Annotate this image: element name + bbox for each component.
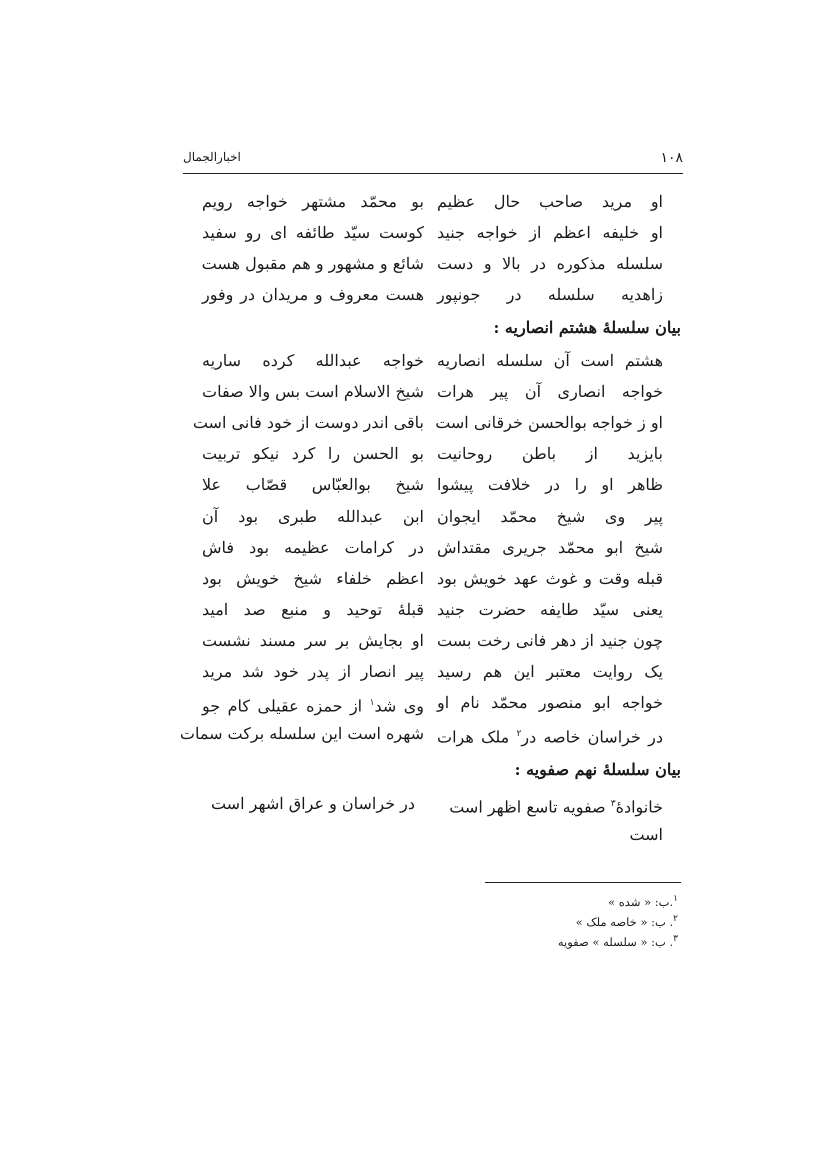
section-heading: بیان سلسلهٔ هشتم انصاریه : (493, 318, 681, 337)
footnote (576, 910, 678, 932)
footnote-rule (485, 882, 681, 883)
verse-left: اعظم خلفاء شیخ خویش بود (202, 569, 424, 588)
verse-right: او ز خواجه بوالحسن خرقانی است (435, 413, 663, 432)
verse-left: پیر انصار از پدر خود شد مرید (202, 662, 424, 681)
verse-right: خواجه ابو منصور محمّد نام او (437, 693, 663, 712)
header-rule (183, 173, 683, 174)
verse-right: هشتم است آن سلسله انصاریه (437, 351, 663, 370)
verse-right: او مرید صاحب حال عظیم (437, 192, 663, 211)
verse-right: ظاهر او را در خلافت پیشوا (437, 475, 663, 494)
verse-right: بایزید از باطن روحانیت (437, 444, 663, 463)
footnote-marker: ۳ (610, 799, 616, 809)
verse-right: او خلیفه اعظم از خواجه جنید (437, 223, 663, 242)
verse-right (437, 789, 663, 819)
verse-left: شیخ بوالعبّاس قصّاب علا (202, 475, 424, 494)
verse-left: هست معروف و مریدان در وفور (202, 285, 424, 304)
verse-text: از حمزه عقیلی کام جو (202, 696, 370, 716)
book-title: اخبارالجمال (183, 150, 241, 164)
verse-right: یک روایت معتبر این هم رسید (437, 662, 663, 681)
running-header (183, 150, 683, 172)
footnote-text: . ب: « سلسله » صفویه (557, 934, 674, 949)
verse-left: او بجایش بر سر مسند نشست (202, 631, 424, 650)
verse-right (437, 719, 663, 749)
footnote-number: ۳ (673, 934, 678, 944)
footnote-number: ۲ (673, 914, 678, 924)
verse-left: ابن عبدالله طبری بود آن (202, 507, 424, 526)
footnote-text: . ب: « خاصه ملک » (575, 914, 674, 929)
verse-left: در خراسان و عراق اشهر است (210, 794, 416, 813)
page-number: ۱۰۸ (660, 150, 683, 166)
verse-right: شیخ ابو محمّد جریری مقتداش (437, 538, 663, 557)
footnote-number: ۱ (673, 894, 678, 904)
verse-text: در خراسان خاصه در (521, 727, 663, 747)
verse-right: زاهدیه سلسله در جونپور (437, 285, 663, 304)
verse-left: بو محمّد مشتهر خواجه رویم (202, 192, 424, 211)
verse-text: ملک هرات (437, 727, 517, 747)
verse-left: شائع و مشهور و هم مقبول هست (201, 254, 424, 273)
verse-right: خواجه انصاری آن پیر هرات (437, 382, 663, 401)
verse-left: کوست سیّد طائفه ای رو سفید (202, 223, 424, 242)
verse-left: قبلهٔ توحید و منبع صد امید (202, 600, 424, 619)
verse-left: خواجه عبدالله کرده ساریه (202, 351, 424, 370)
verse-left: بو الحسن را کرد نیکو تربیت (202, 444, 424, 463)
verse-text: وی شد (374, 696, 425, 716)
footnote-text: .ب: « شده » (608, 894, 674, 909)
verse-left: باقی اندر دوست از خود فانی است (192, 413, 424, 432)
footnote (558, 930, 678, 952)
footnote-marker: ۱ (369, 698, 375, 708)
verse-left (202, 688, 424, 718)
verse-text: خانوادهٔ (615, 797, 663, 817)
verse-right: یعنی سیّد طایفه حضرت جنید (437, 600, 663, 619)
section-heading: بیان سلسلهٔ نهم صفویه : (514, 760, 681, 779)
verse-continuation: است (629, 825, 663, 844)
verse-left: در کرامات عظیمه بود فاش (202, 538, 424, 557)
footnote (608, 890, 678, 912)
verse-right: سلسله مذکوره در بالا و دست (437, 254, 663, 273)
footnote-marker: ۲ (516, 729, 522, 739)
verse-right: پیر وی شیخ محمّد ایجوان (437, 507, 663, 526)
verse-left: شهره است این سلسله برکت سمات (179, 724, 424, 743)
verse-text: صفویه تاسع اظهر است (449, 797, 611, 817)
verse-right: چون جنید از دهر فانی رخت بست (437, 631, 663, 650)
verse-right: قبله وقت و غوث عهد خویش بود (437, 569, 663, 588)
verse-left: شیخ الاسلام است بس والا صفات (202, 382, 424, 401)
